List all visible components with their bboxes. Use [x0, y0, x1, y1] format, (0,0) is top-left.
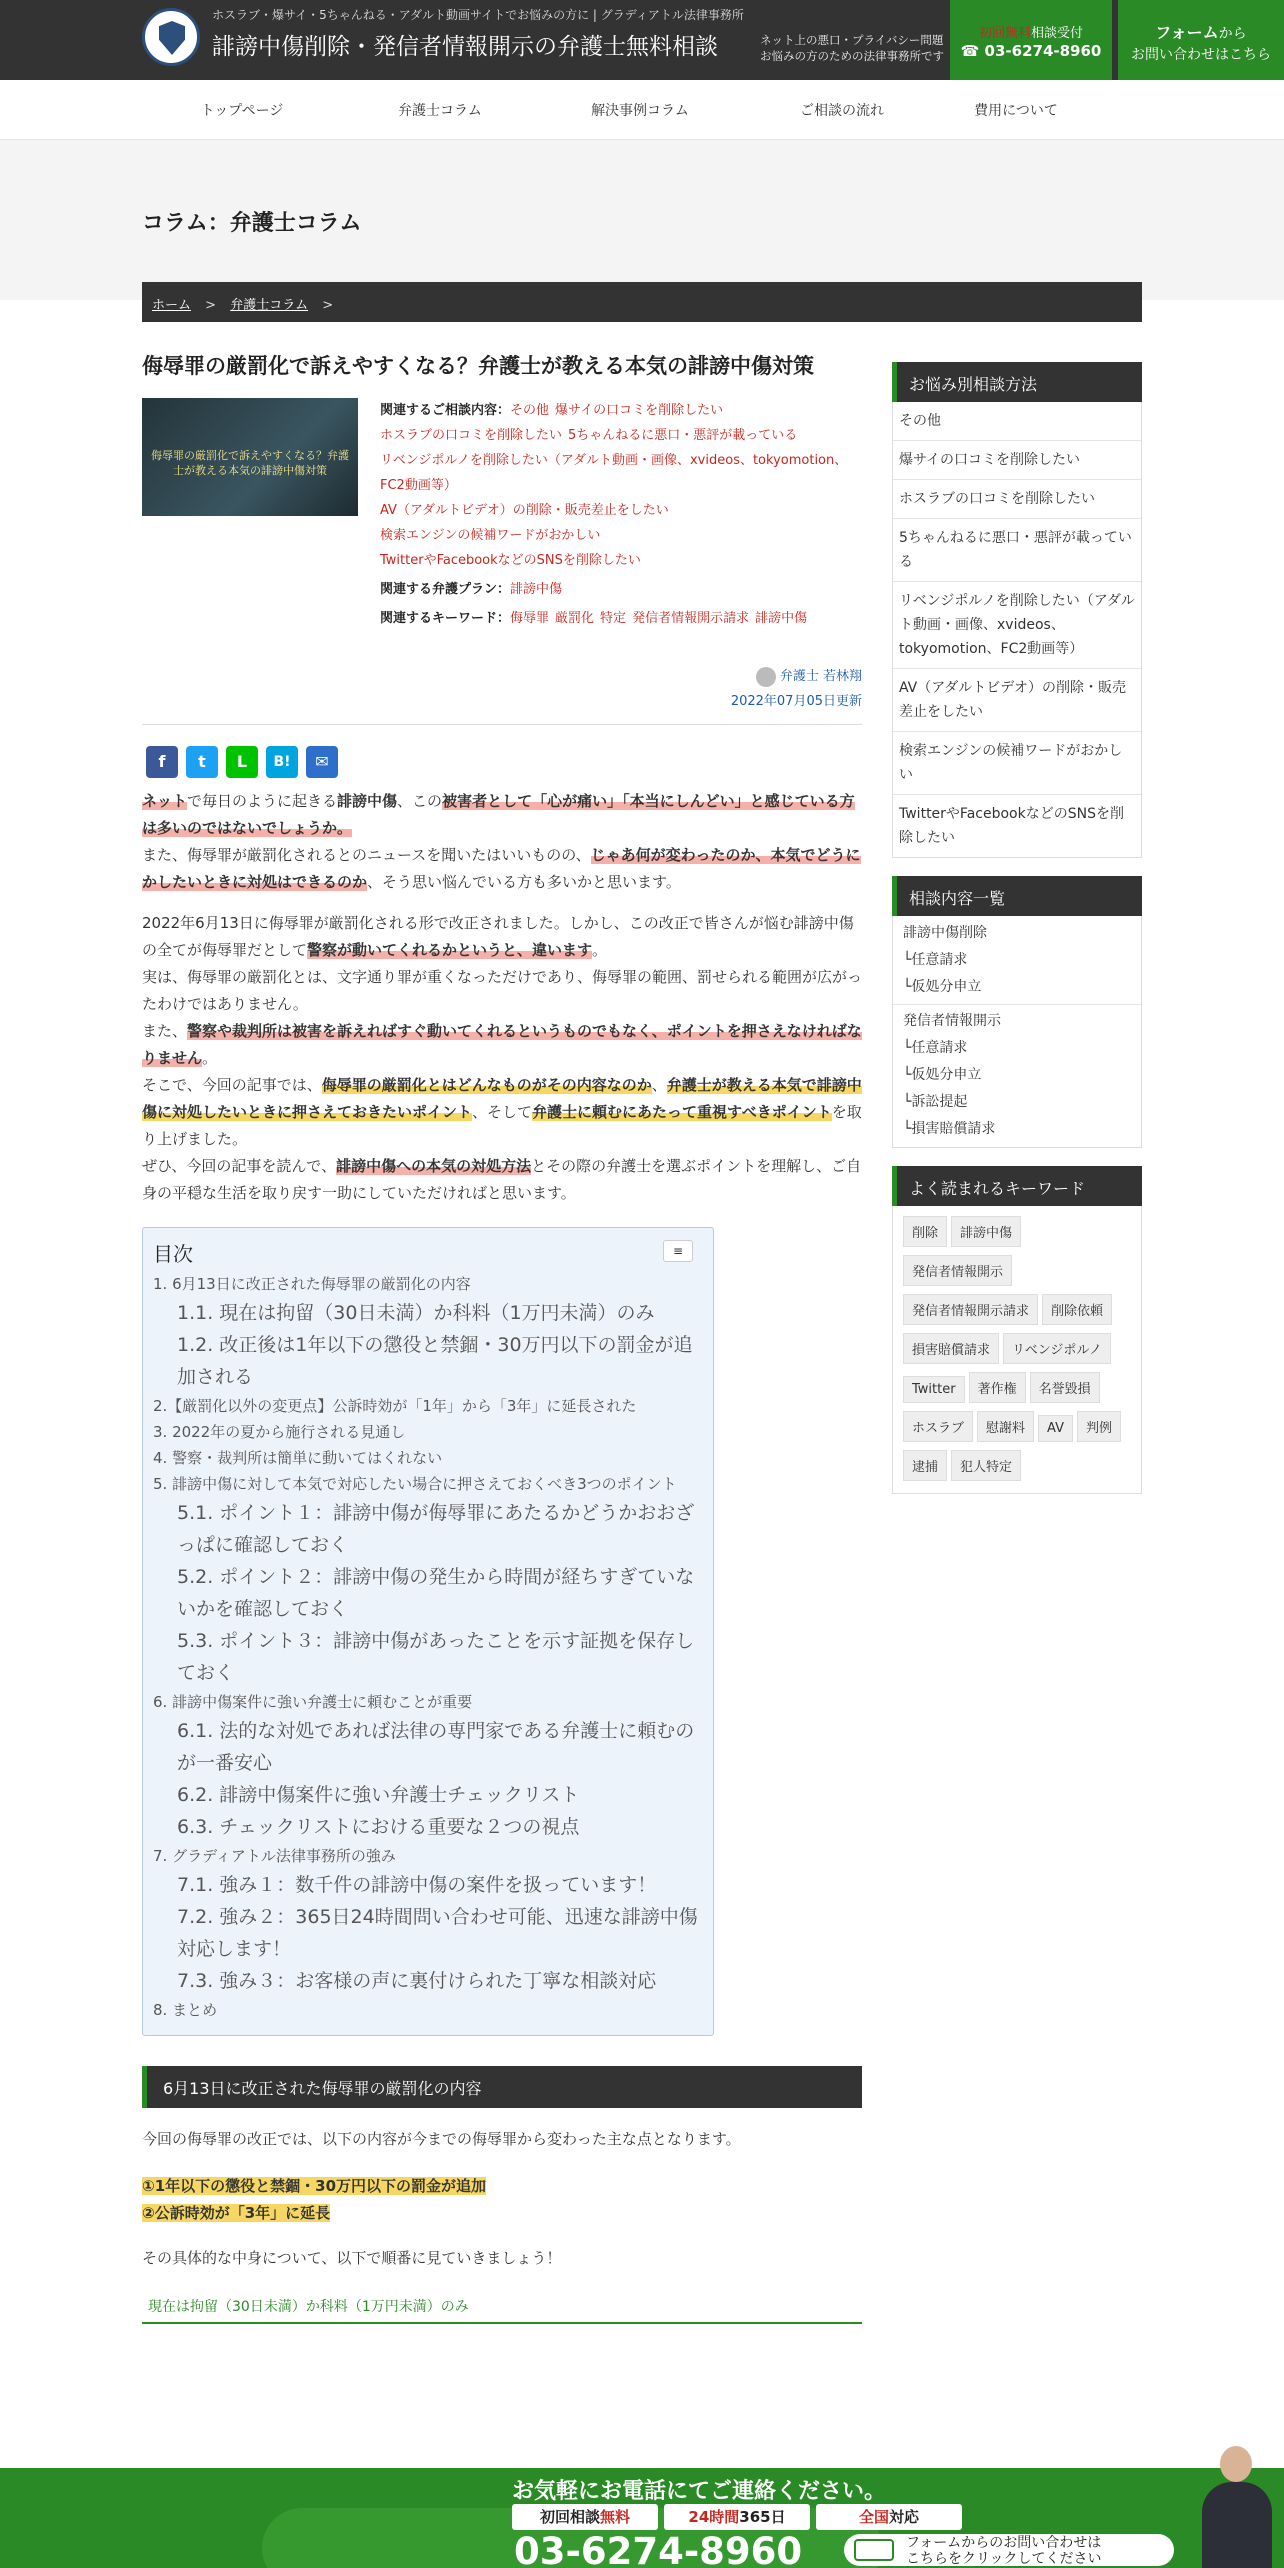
reception-label: 相談受付: [1031, 26, 1084, 41]
text: ぜひ、今回の記事を読んで、: [142, 1157, 337, 1175]
keyword-tag[interactable]: AV: [1038, 1415, 1073, 1442]
keyword-tag[interactable]: 損害賠償請求: [903, 1333, 999, 1364]
site-logo[interactable]: [142, 8, 200, 66]
point-item: ②公訴時効が「3年」に延長: [142, 2204, 331, 2222]
mail-icon: [854, 2539, 894, 2561]
author-name: 弁護士 若林翔: [779, 669, 862, 684]
text: 。: [592, 941, 608, 959]
section-heading: 6月13日に改正された侮辱罪の厳罰化の内容: [142, 2066, 862, 2108]
article-title: 侮辱罪の厳罰化で訴えやすくなる？弁護士が教える本気の誹謗中傷対策: [142, 354, 814, 378]
consult-link[interactable]: ホスラブの口コミを削除したい: [380, 428, 563, 443]
keyword-tag[interactable]: リベンジポルノ: [1003, 1333, 1111, 1364]
toc-item[interactable]: 1.1. 現在は拘留（30日未満）か科料（1万円未満）のみ: [177, 1302, 655, 1324]
banner-pill-free: [512, 2504, 658, 2530]
banner-form-button[interactable]: [844, 2534, 1174, 2566]
sidebar-heading-content: 相談内容一覧: [892, 876, 1142, 916]
consult-link[interactable]: TwitterやFacebookなどのSNSを削除したい: [380, 553, 641, 568]
article-thumbnail: [142, 398, 358, 516]
toc-item[interactable]: 7.1. 強み１：数千件の誹謗中傷の案件を扱っています！: [177, 1874, 657, 1896]
paragraph: [142, 842, 862, 896]
toc-list: [153, 1271, 703, 2023]
keyword-link[interactable]: 厳罰化: [555, 611, 595, 626]
highlight-text: ネット: [142, 792, 188, 810]
form-label-line2: お問い合わせはこちら: [1131, 47, 1271, 63]
sidebar-subitem[interactable]: └仮処分申立: [903, 1067, 982, 1083]
sidebar-heading-keywords: よく読まれるキーワード: [892, 1166, 1142, 1206]
article-meta: [142, 398, 862, 738]
plan-row: [380, 577, 862, 602]
facebook-share-button[interactable]: f: [146, 746, 178, 778]
site-header: [0, 0, 1284, 80]
paragraph: [142, 910, 862, 964]
nav-item-cases[interactable]: 解決事例コラム: [591, 103, 689, 119]
free-label: 初回無料: [978, 26, 1031, 41]
text: 、: [651, 1076, 667, 1094]
text: 2022年6月13日に侮辱罪が厳罰化される形で改正されました。しかし、この改正で皆さんが悩む誹謗中傷の全てが侮辱罪だとして: [142, 914, 854, 959]
sidebar-item[interactable]: 爆サイの口コミを削除したい: [893, 441, 1141, 480]
keyword-row: [380, 606, 862, 631]
hatena-share-button[interactable]: B!: [266, 746, 298, 778]
keyword-tag[interactable]: 判例: [1077, 1411, 1121, 1442]
text: そこで、今回の記事では、: [142, 1076, 322, 1094]
phone-icon: ☎: [960, 42, 985, 60]
keyword-tag[interactable]: 名誉毀損: [1030, 1372, 1100, 1403]
toc-item[interactable]: 7.3. 強み３：お客様の声に裏付けられた丁寧な相談対応: [177, 1970, 657, 1992]
sidebar-item[interactable]: その他: [893, 402, 1141, 441]
text: とその際の弁護士を選ぶポイントを理解し、ご自身の平穏な生活を取り戻す一助にしていただければと思います。: [142, 1157, 862, 1202]
keyword-link[interactable]: 特定: [600, 611, 627, 626]
pill-text: 対応: [889, 2508, 920, 2526]
breadcrumb: [142, 282, 1142, 322]
avatar: [756, 667, 776, 687]
highlight-text: 被害者として「心が痛い」「本当にしんどい」と感じている方は多いのではないでしょうか。: [142, 792, 855, 837]
toc-item[interactable]: 3. 2022年の夏から施行される見通し: [153, 1423, 406, 1441]
form-line2: こちらをクリックしてください: [906, 2551, 1102, 2567]
banner-phone-number[interactable]: 03-6274-8960: [514, 2530, 803, 2568]
keyword-tag[interactable]: Twitter: [903, 1376, 965, 1403]
point-list: [142, 2173, 862, 2227]
sidebar-subitem[interactable]: └仮処分申立: [903, 979, 982, 995]
pill-text: 365日: [739, 2508, 786, 2526]
toc-heading: 目次: [153, 1242, 193, 1266]
share-buttons: [142, 738, 862, 788]
pill-text: 初回相談: [539, 2508, 600, 2526]
toc-item[interactable]: 2.【厳罰化以外の変更点】公訴時効が「1年」から「3年」に延長された: [153, 1397, 637, 1415]
toc-item[interactable]: 7. グラディアトル法律事務所の強み: [153, 1847, 396, 1865]
section-intro: 今回の侮辱罪の改正では、以下の内容が今までの侮辱罪から変わった主な点となります。: [142, 2130, 741, 2148]
contact-banner: [0, 2468, 1284, 2568]
keyword-tag[interactable]: 逮捕: [903, 1450, 947, 1481]
consult-link[interactable]: 検索エンジンの候補ワードがおかしい: [380, 528, 601, 543]
highlight-text: 侮辱罪の厳罰化とはどんなものがその内容なのか: [321, 1076, 652, 1094]
paragraph: [142, 1072, 862, 1153]
toc-item[interactable]: 5.3. ポイント３：誹謗中傷があったことを示す証拠を保存しておく: [177, 1630, 695, 1684]
nav-item-top[interactable]: トップページ: [200, 103, 284, 119]
banner-headline: お気軽にお電話にてご連絡ください。: [512, 2479, 887, 2504]
sidebar-subitem[interactable]: └訴訟提起: [903, 1094, 968, 1110]
table-of-contents: [142, 1227, 714, 2036]
lawyer-head: [1220, 2446, 1252, 2482]
toc-item[interactable]: 6.1. 法的な対処であれば法律の専門家である弁護士に頼むのが一番安心: [177, 1720, 695, 1774]
page-title: コラム：弁護士コラム: [142, 211, 362, 236]
toc-item[interactable]: 8. まとめ: [153, 2001, 218, 2019]
divider: [893, 1004, 1141, 1005]
sidebar-subitem[interactable]: └任意請求: [903, 1040, 968, 1056]
form-contact-button[interactable]: [1118, 0, 1284, 80]
consult-link[interactable]: 爆サイの口コミを削除したい: [555, 403, 724, 418]
sidebar-item[interactable]: 検索エンジンの候補ワードがおかしい: [893, 732, 1141, 795]
paragraph: [142, 1153, 862, 1207]
consult-link[interactable]: 5ちゃんねるに悪口・悪評が載っている: [568, 428, 798, 443]
keyword-tag[interactable]: 削除依頼: [1042, 1294, 1112, 1325]
keyword-link[interactable]: 発信者情報開示請求: [632, 611, 750, 626]
sidebar-heading-consult: お悩み別相談方法: [892, 362, 1142, 402]
toc-item[interactable]: 5.2. ポイント２：誹謗中傷の発生から時間が経ちすぎていないかを確認しておく: [177, 1566, 695, 1620]
consult-list: [380, 398, 862, 573]
banner-pill-24h: [664, 2504, 810, 2530]
plan-link[interactable]: 誹謗中傷: [510, 582, 563, 597]
paragraph: 実は、侮辱罪の厳罰化とは、文字通り罪が重くなっただけであり、侮辱罪の範囲、罰せられる範囲が広がったわけではありません。: [142, 968, 863, 1013]
plan-label: 関連する弁護プラン：: [380, 582, 511, 597]
text: 、そして: [472, 1103, 533, 1121]
phone-number-text: 03-6274-8960: [984, 42, 1102, 60]
highlight-text: 誹謗中傷への本気の対処方法: [336, 1157, 532, 1175]
toc-item[interactable]: 6.3. チェックリストにおける重要な２つの視点: [177, 1816, 580, 1838]
keyword-tag[interactable]: 削除: [903, 1216, 947, 1247]
keyword-tag[interactable]: 犯人特定: [951, 1450, 1021, 1481]
sidebar-subitem[interactable]: └任意請求: [903, 952, 968, 968]
keyword-tag[interactable]: 誹謗中傷: [951, 1216, 1021, 1247]
mail-share-button[interactable]: ✉: [306, 746, 338, 778]
sidebar: [892, 362, 1142, 1494]
section-outro: その具体的な中身について、以下で順番に見ていきましょう！: [142, 2249, 562, 2267]
keyword-link[interactable]: 誹謗中傷: [755, 611, 808, 626]
header-note: [760, 32, 950, 64]
paragraph: [142, 1018, 862, 1072]
point-item: ①1年以下の懲役と禁錮・30万円以下の罰金が追加: [142, 2177, 487, 2195]
sidebar-item[interactable]: TwitterやFacebookなどのSNSを削除したい: [899, 806, 1124, 846]
highlight-text: 警察が動いてくれるかというと、違います: [307, 941, 593, 959]
article-body: [142, 788, 862, 1207]
sidebar-group[interactable]: 発信者情報開示: [903, 1013, 1001, 1029]
breadcrumb-separator: >: [322, 298, 334, 313]
sidebar-item[interactable]: ホスラブの口コミを削除したい: [893, 480, 1141, 519]
sidebar-content-list: [892, 916, 1142, 1148]
banner-pill-nationwide: [816, 2504, 962, 2530]
twitter-share-button[interactable]: t: [186, 746, 218, 778]
text: を取り上げました。: [142, 1103, 862, 1148]
keyword-tag[interactable]: 発信者情報開示: [903, 1255, 1012, 1286]
author-row[interactable]: [731, 664, 862, 689]
keyword-link[interactable]: 侮辱罪: [510, 611, 550, 626]
article-author: [731, 664, 862, 714]
nav-item-column[interactable]: 弁護士コラム: [398, 103, 482, 119]
sidebar-item[interactable]: AV（アダルトビデオ）の削除・販売差止をしたい: [893, 669, 1141, 732]
header-note-line1: ネット上の悪口・プライバシー問題: [760, 33, 944, 47]
form-label: [1118, 20, 1284, 43]
text: 。: [202, 1049, 218, 1067]
keyword-tag[interactable]: 発信者情報開示請求: [903, 1294, 1038, 1325]
keyword-label: 関連するキーワード：: [380, 611, 511, 626]
text: で毎日のように起きる: [187, 792, 338, 810]
sidebar-item[interactable]: リベンジポルノを削除したい（アダルト動画・画像、xvideos、tokyomotion、FC2動画等）: [893, 582, 1141, 669]
text: また、侮辱罪が厳罰化されるとのニュースを聞いたはいいものの、: [142, 846, 591, 864]
line-share-button[interactable]: L: [226, 746, 258, 778]
pill-text-red: 全国: [858, 2508, 889, 2526]
lawyer-photo: [1196, 2446, 1276, 2568]
global-nav: [0, 80, 1284, 140]
lawyer-body: [1202, 2482, 1272, 2568]
keyword-tag[interactable]: 慰謝料: [977, 1411, 1034, 1442]
header-note-line2: お悩みの方のための法律事務所です: [760, 49, 944, 63]
highlight-text: 警察や裁判所は被害を訴えればすぐ動いてくれるというものでもなく、ポイントを押さえなければなりません: [142, 1022, 862, 1067]
form-line1: フォームからのお問い合わせは: [906, 2535, 1102, 2551]
thumbnail-text: 侮辱罪の厳罰化で訴えやすくなる？弁護士が教える本気の誹謗中傷対策: [151, 449, 349, 477]
nav-item-fees[interactable]: 費用について: [974, 103, 1058, 119]
article-categories: [380, 398, 862, 631]
keyword-tag[interactable]: ホスラブ: [903, 1411, 973, 1442]
toc-item[interactable]: 6. 誹謗中傷案件に強い弁護士に頼むことが重要: [153, 1693, 473, 1711]
toc-item[interactable]: 1. 6月13日に改正された侮辱罪の厳罰化の内容: [153, 1275, 471, 1293]
nav-item-flow[interactable]: ご相談の流れ: [800, 103, 884, 119]
toc-item[interactable]: 5.1. ポイント１：誹謗中傷が侮辱罪にあたるかどうかおおざっぱに確認しておく: [177, 1502, 695, 1556]
pill-text-red: 24時間: [688, 2508, 740, 2526]
main-content: [142, 350, 862, 2324]
text: 、そう思い悩んでいる方も多いかと思います。: [367, 873, 681, 891]
toc-toggle-button[interactable]: ≡: [663, 1240, 693, 1262]
toc-item[interactable]: 4. 警察・裁判所は簡単に動いてはくれない: [153, 1449, 443, 1467]
shield-icon: [159, 21, 185, 55]
toc-item[interactable]: 7.2. 強み２：365日24時間問い合わせ可能、迅速な誹謗中傷対応します！: [177, 1906, 698, 1960]
updated-date: 2022年07月05日更新: [730, 694, 862, 709]
divider: [142, 724, 862, 725]
site-tagline: ホスラブ・爆サイ・5ちゃんねる・アダルト動画サイトでお悩みの方に | グラディアトル法律事務所: [212, 8, 744, 22]
text: また、: [142, 1022, 188, 1040]
sidebar-consult-list: [892, 402, 1142, 858]
sidebar-item[interactable]: 5ちゃんねるに悪口・悪評が載っている: [893, 519, 1141, 582]
breadcrumb-category[interactable]: 弁護士コラム: [230, 298, 309, 313]
form-label-bold: フォーム: [1155, 23, 1219, 42]
bold-text: 誹謗中傷: [337, 792, 398, 810]
consult-label: 関連するご相談内容：: [380, 403, 511, 418]
highlight-text: じゃあ何が変わったのか、本気でどうにかしたいときに対処はできるのか: [142, 846, 861, 891]
highlight-text: 弁護士が教える本気で誹謗中傷に対処したいときに押さえておきたいポイント: [142, 1076, 862, 1121]
form-label-tail: から: [1218, 26, 1247, 42]
subsection-heading: 現在は拘留（30日未満）か科料（1万円未満）のみ: [142, 2290, 862, 2324]
site-name[interactable]: 誹謗中傷削除・発信者情報開示の弁護士無料相談: [212, 34, 718, 60]
breadcrumb-home[interactable]: ホーム: [152, 298, 192, 313]
phone-label: [950, 22, 1112, 41]
consult-link[interactable]: その他: [510, 403, 550, 418]
paragraph: [142, 788, 862, 842]
sidebar-subitem[interactable]: └損害賠償請求: [903, 1121, 996, 1137]
phone-contact-button[interactable]: [950, 0, 1112, 80]
page-title-band: [0, 140, 1284, 300]
spacer: [142, 896, 862, 910]
highlight-text: 弁護士に頼むにあたって重視すべきポイント: [532, 1103, 832, 1121]
consult-link[interactable]: AV（アダルトビデオ）の削除・販売差止をしたい: [380, 503, 669, 518]
sidebar-group[interactable]: 誹謗中傷削除: [903, 925, 987, 941]
breadcrumb-separator: >: [205, 298, 217, 313]
keyword-tag[interactable]: 著作権: [969, 1372, 1026, 1403]
keyword-tags: [892, 1206, 1142, 1494]
pill-text-red: 無料: [600, 2508, 631, 2526]
phone-number: [950, 42, 1112, 60]
consult-link[interactable]: リベンジポルノを削除したい（アダルト動画・画像、xvideos、tokyomotion、FC2動画等）: [380, 453, 848, 493]
toc-item[interactable]: 5. 誹謗中傷に対して本気で対応したい場合に押さえておくべき3つのポイント: [153, 1475, 677, 1493]
text: 、この: [397, 792, 443, 810]
toc-item[interactable]: 1.2. 改正後は1年以下の懲役と禁錮・30万円以下の罰金が追加される: [177, 1334, 693, 1388]
toc-item[interactable]: 6.2. 誹謗中傷案件に強い弁護士チェックリスト: [177, 1784, 580, 1806]
